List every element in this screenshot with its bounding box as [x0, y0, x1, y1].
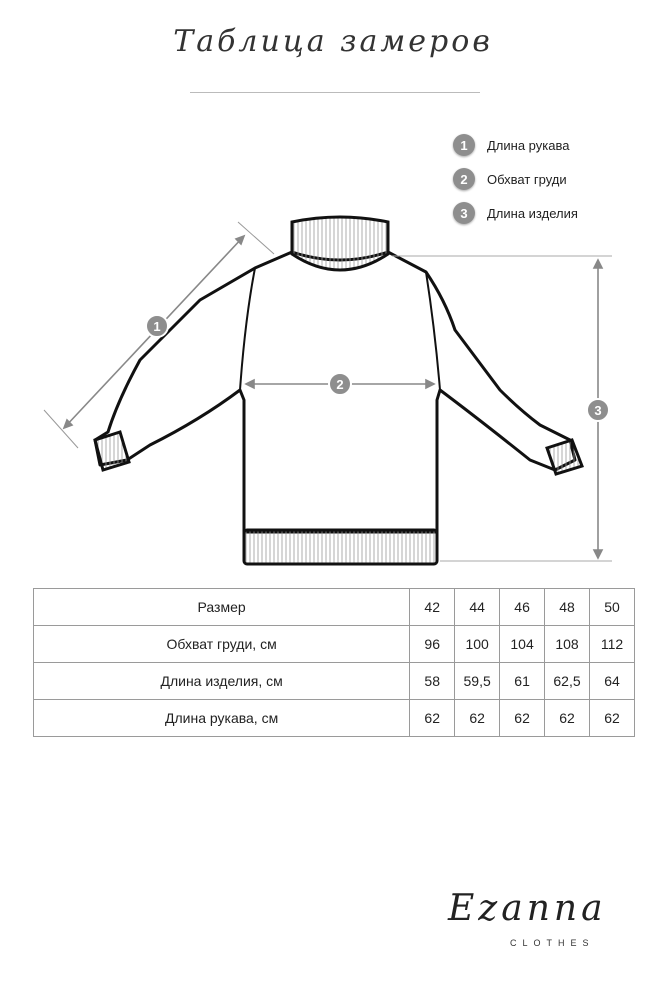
- svg-text:2: 2: [336, 377, 344, 392]
- page-title: Таблица замеров: [173, 24, 493, 59]
- svg-text:1: 1: [153, 319, 161, 334]
- row-label: Обхват груди, см: [34, 626, 410, 663]
- table-cell: 62: [545, 700, 590, 737]
- svg-text:3: 3: [594, 403, 602, 418]
- table-cell: 64: [590, 663, 635, 700]
- brand-logo: [430, 888, 630, 958]
- table-cell: 44: [455, 589, 500, 626]
- table-row: [34, 626, 635, 663]
- marker-2: [329, 373, 351, 395]
- table-cell: 48: [545, 589, 590, 626]
- marker-3: [587, 399, 609, 421]
- legend-label-3: Длина изделия: [487, 205, 578, 221]
- table-cell: 58: [410, 663, 455, 700]
- table-cell: 112: [590, 626, 635, 663]
- table-cell: 108: [545, 626, 590, 663]
- legend-item-chest: [453, 162, 653, 196]
- table-cell: 59,5: [455, 663, 500, 700]
- legend-item-sleeve: [453, 128, 653, 162]
- table-cell: 62: [455, 700, 500, 737]
- row-label: Размер: [34, 589, 410, 626]
- sweater-diagram: [0, 200, 666, 575]
- title-underline: [190, 92, 480, 93]
- table-row: [34, 663, 635, 700]
- legend-badge-1: 1: [453, 134, 475, 156]
- table-cell: 50: [590, 589, 635, 626]
- legend-badge-3: 3: [453, 202, 475, 224]
- table-cell: 62: [500, 700, 545, 737]
- table-cell: 62,5: [545, 663, 590, 700]
- table-cell: 100: [455, 626, 500, 663]
- table-cell: 96: [410, 626, 455, 663]
- collar: [292, 217, 388, 270]
- table-cell: 62: [590, 700, 635, 737]
- table-cell: 61: [500, 663, 545, 700]
- row-label: Длина рукава, см: [34, 700, 410, 737]
- table-cell: 42: [410, 589, 455, 626]
- logo-subtitle: CLOTHES: [510, 938, 595, 948]
- table-row: [34, 700, 635, 737]
- legend-label-2: Обхват груди: [487, 171, 567, 187]
- legend-label-1: Длина рукава: [487, 137, 570, 153]
- marker-1: [146, 315, 168, 337]
- hem-band: [244, 530, 437, 564]
- row-label: Длина изделия, см: [34, 663, 410, 700]
- size-table: [33, 588, 635, 737]
- table-cell: 104: [500, 626, 545, 663]
- legend-badge-2: 2: [453, 168, 475, 190]
- table-row: [34, 589, 635, 626]
- table-cell: 46: [500, 589, 545, 626]
- table-cell: 62: [410, 700, 455, 737]
- logo-wordmark: Ezanna: [448, 888, 607, 929]
